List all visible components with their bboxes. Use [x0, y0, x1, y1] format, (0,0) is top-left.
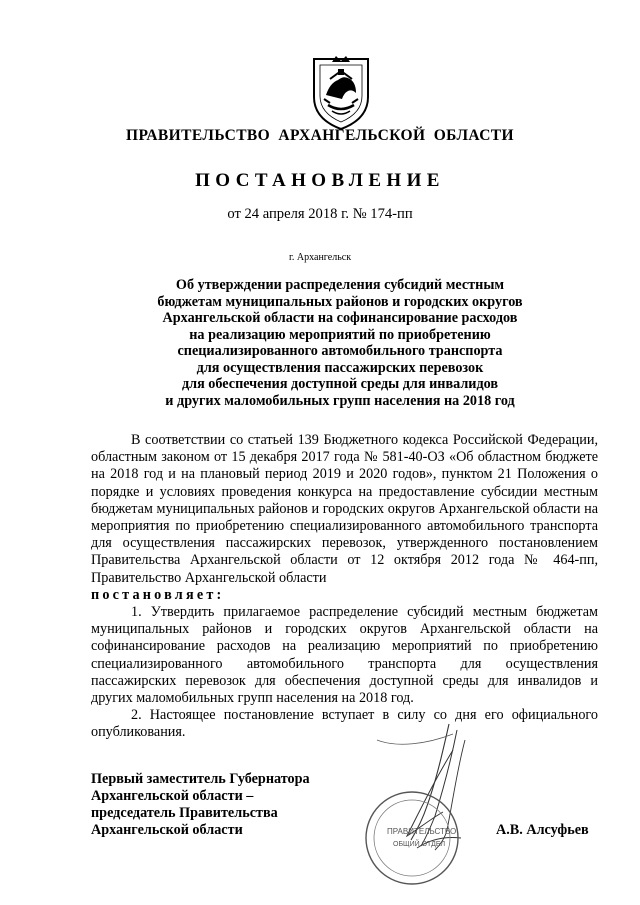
- signatory-name: А.В. Алсуфьев: [496, 822, 589, 838]
- decree-body: [91, 432, 598, 742]
- signature-stamp: [357, 720, 487, 898]
- title-line: специализированного автомобильного транспорта: [177, 343, 503, 359]
- resolves-keyword: постановляет: [91, 586, 217, 603]
- title-line: и других маломобильных групп населения на 2018 год: [165, 392, 515, 409]
- title-line: для обеспечения доступной среды для инвалидов: [181, 376, 499, 392]
- stamp-text-1: ПРАВИТЕЛЬСТВО: [387, 827, 457, 836]
- decree-date-number: от 24 апреля 2018 г. № 174-пп: [227, 206, 413, 222]
- decree-title: [60, 277, 620, 409]
- item-2: 2. Настоящее постановление вступает в силу со дня его официального опубликования.: [91, 707, 598, 741]
- document-type: ПОСТАНОВЛЕНИЕ: [195, 170, 445, 191]
- title-line: Об утверждении распределения субсидий местным: [175, 277, 505, 293]
- position-line: Первый заместитель Губернатора: [91, 771, 310, 787]
- city: г. Архангельск: [288, 252, 352, 263]
- resolves-colon: :: [216, 586, 222, 603]
- title-line: Архангельской области на софинансирование расходов: [162, 310, 518, 326]
- position-line: Архангельской области –: [91, 788, 254, 804]
- intro-text: В соответствии со статьей 139 Бюджетного кодекса Российской Федерации, областным законом от 15 декабря 2017 года № 581-40-ОЗ «Об областном бюджете на 2018 год и на плановый период 2019 и 2020 годов», пунктом 21 Положения о порядке и условиях проведения конкурса на предоставление субсидии местным бюджетам муниципальных районов и городских округов Архангельской области на мероприятия по приобретению специализированного автомобильного транспорта для осуществления пассажирских перевозок, утвержденного постановлением Правительства Архангельской области от 12 октября 2012 года № 464-пп, Правительство Архангельской области: [91, 432, 598, 586]
- intro-paragraph: [91, 432, 598, 604]
- title-line: на реализацию мероприятий по приобретению: [189, 326, 491, 343]
- position-line: Архангельской области: [91, 822, 243, 838]
- title-line: для осуществления пассажирских перевозок: [196, 359, 484, 376]
- coat-of-arms-icon: [308, 53, 374, 133]
- position-line: председатель Правительства: [91, 805, 278, 821]
- stamp-text-2: ОБЩИЙ ОТДЕЛ: [393, 841, 446, 848]
- government-name: ПРАВИТЕЛЬСТВО АРХАНГЕЛЬСКОЙ ОБЛАСТИ: [125, 127, 514, 144]
- title-line: бюджетам муниципальных районов и городских округов: [157, 293, 523, 310]
- item-1: 1. Утвердить прилагаемое распределение субсидий местным бюджетам муниципальных районов и городских округов Архангельской области на софинансирование расходов на реализацию мероприятий по приобретению специализированного автомобильного транспорта для осуществления пассажирских перевозок для обеспечения доступной среды для инвалидов и других маломобильных групп населения на 2018 год.: [91, 604, 598, 707]
- signatory-position: [91, 771, 310, 839]
